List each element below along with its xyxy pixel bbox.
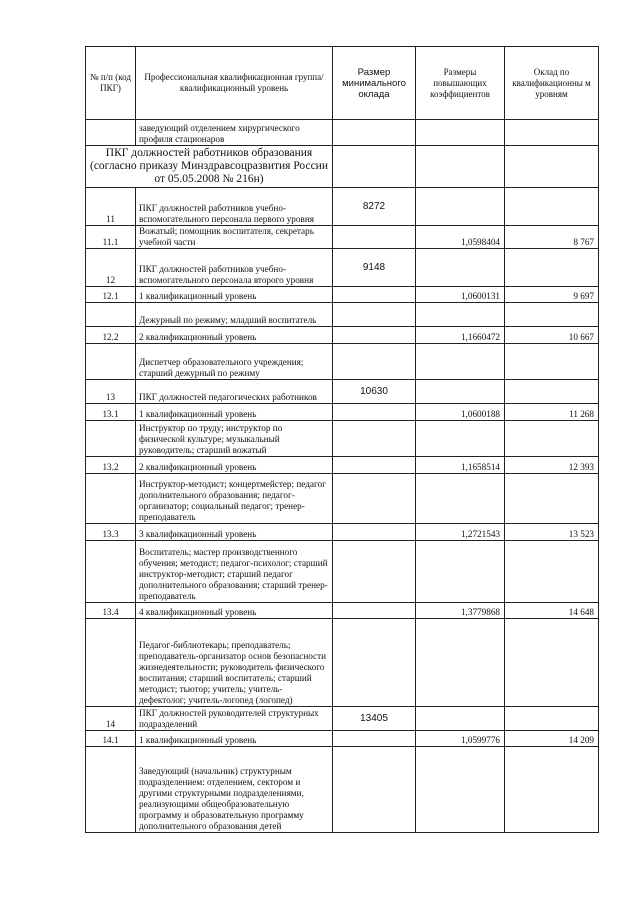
code-cell [86,474,136,524]
group-name-cell: 1 квалификационный уровень [136,287,333,303]
code-cell: 12.2 [86,327,136,344]
level-salary-cell: 14 209 [505,731,599,747]
coefficient-cell: 1,0598404 [416,226,505,249]
level-salary-cell [505,380,599,404]
table-body [86,120,599,833]
coefficient-cell [416,707,505,731]
group-name-cell: ПКГ должностей руководителей структурных подразделений [136,707,333,731]
min-salary-cell: 9148 [333,249,416,287]
coefficient-cell [416,380,505,404]
table-row [86,226,599,249]
coefficient-cell: 1,0599776 [416,731,505,747]
coefficient-cell: 1,1658514 [416,457,505,474]
min-salary-cell [333,541,416,603]
coefficient-cell [416,188,505,226]
min-salary-cell: 8272 [333,188,416,226]
group-name-cell: Инструктор по труду; инструктор по физической культуре; музыкальный руководитель; старший вожатый [136,421,333,457]
code-cell [86,120,136,146]
table-row [86,619,599,707]
group-name-cell: заведующий отделением хирургического профиля стационаров [136,120,333,146]
table-row [86,474,599,524]
code-cell [86,344,136,380]
coefficient-cell [416,474,505,524]
table-row [86,303,599,327]
code-cell: 11 [86,188,136,226]
min-salary-cell [333,327,416,344]
min-salary-cell: 13405 [333,707,416,731]
table-row [86,603,599,619]
group-name-cell: 1 квалификационный уровень [136,731,333,747]
coefficient-cell: 1,0600188 [416,404,505,421]
min-salary-cell [333,287,416,303]
table-row [86,287,599,303]
min-salary-cell [333,226,416,249]
group-name-cell: Вожатый; помощник воспитателя, секретарь учебной части [136,226,333,249]
code-cell: 11.1 [86,226,136,249]
empty-cell [416,146,505,188]
section-title: ПКГ должностей работников образования (согласно приказу Минздравсоцразвития России от 05.05.2008 № 216н) [86,146,333,188]
code-cell: 13.1 [86,404,136,421]
group-name-cell: ПКГ должностей педагогических работников [136,380,333,404]
table-row [86,457,599,474]
coefficient-cell [416,120,505,146]
coefficient-cell: 1,0600131 [416,287,505,303]
level-salary-cell [505,619,599,707]
header-group: Профессиональная квалификационная группа/квалификационный уровень [136,47,333,120]
level-salary-cell [505,421,599,457]
table-row [86,327,599,344]
level-salary-cell: 9 697 [505,287,599,303]
code-cell: 13.2 [86,457,136,474]
level-salary-cell: 11 268 [505,404,599,421]
table-row [86,747,599,833]
code-cell [86,747,136,833]
coefficient-cell: 1,2721543 [416,524,505,541]
code-cell: 12 [86,249,136,287]
table-row [86,707,599,731]
level-salary-cell: 10 667 [505,327,599,344]
group-name-cell: Диспетчер образовательного учреждения; старший дежурный по режиму [136,344,333,380]
code-cell: 14.1 [86,731,136,747]
level-salary-cell: 8 767 [505,226,599,249]
group-name-cell: ПКГ должностей работников учебно-вспомогательного персонала второго уровня [136,249,333,287]
table-row [86,404,599,421]
level-salary-cell [505,344,599,380]
code-cell [86,421,136,457]
group-name-cell: Педагог-библиотекарь; преподаватель; преподаватель-организатор основ безопасности жизнедеятельности; руководитель физического воспитания; старший воспитатель; старший методист; тьютор; учитель; учитель-дефектолог; учитель-логопед (логопед) [136,619,333,707]
min-salary-cell [333,524,416,541]
coefficient-cell [416,747,505,833]
level-salary-cell [505,474,599,524]
min-salary-cell [333,731,416,747]
header-level-salary: Оклад по квалификационны м уровням [505,47,599,120]
level-salary-cell [505,747,599,833]
table-row [86,249,599,287]
level-salary-cell [505,120,599,146]
group-name-cell: Дежурный по режиму; младший воспитатель [136,303,333,327]
level-salary-cell: 14 648 [505,603,599,619]
code-cell: 12.1 [86,287,136,303]
group-name-cell: Воспитатель; мастер производственного обучения; методист; педагог-психолог; старший инструктор-методист; старший педагог дополнительного образования; старший тренер-преподаватель [136,541,333,603]
level-salary-cell [505,249,599,287]
section-row [86,146,599,188]
coefficient-cell [416,249,505,287]
min-salary-cell [333,303,416,327]
level-salary-cell [505,188,599,226]
table-row [86,731,599,747]
table-row [86,120,599,146]
code-cell [86,303,136,327]
coefficient-cell [416,303,505,327]
group-name-cell: 3 квалификационный уровень [136,524,333,541]
min-salary-cell [333,120,416,146]
coefficient-cell [416,344,505,380]
code-cell: 14 [86,707,136,731]
group-name-cell: Инструктор-методист; концертмейстер; педагог дополнительного образования; педагог-организатор; социальный педагог; тренер-преподаватель [136,474,333,524]
min-salary-cell [333,344,416,380]
level-salary-cell: 12 393 [505,457,599,474]
group-name-cell: Заведующий (начальник) структурным подразделением: отделением, сектором и другими структурными подразделениями, реализующими общеобразовательную программу и образовательную программу дополнительного образования детей [136,747,333,833]
group-name-cell: 2 квалификационный уровень [136,327,333,344]
table-row [86,524,599,541]
header-code: № п/п (код ПКГ) [86,47,136,120]
min-salary-cell [333,474,416,524]
table-row [86,541,599,603]
table-row [86,380,599,404]
min-salary-cell: 10630 [333,380,416,404]
min-salary-cell [333,404,416,421]
level-salary-cell: 13 523 [505,524,599,541]
min-salary-cell [333,421,416,457]
coefficient-cell [416,541,505,603]
group-name-cell: 2 квалификационный уровень [136,457,333,474]
code-cell: 13.4 [86,603,136,619]
table-row [86,188,599,226]
min-salary-cell [333,619,416,707]
group-name-cell: 1 квалификационный уровень [136,404,333,421]
min-salary-cell [333,457,416,474]
group-name-cell: ПКГ должностей работников учебно-вспомогательного персонала первого уровня [136,188,333,226]
code-cell: 13.3 [86,524,136,541]
header-row [86,47,599,120]
header-min-salary: Размер минимального оклада [333,47,416,120]
code-cell: 13 [86,380,136,404]
min-salary-cell [333,747,416,833]
table-row [86,421,599,457]
salary-table [85,46,599,833]
empty-cell [505,146,599,188]
code-cell [86,541,136,603]
min-salary-cell [333,603,416,619]
group-name-cell: 4 квалификационный уровень [136,603,333,619]
level-salary-cell [505,541,599,603]
coefficient-cell [416,421,505,457]
coefficient-cell: 1,1660472 [416,327,505,344]
level-salary-cell [505,707,599,731]
empty-cell [333,146,416,188]
level-salary-cell [505,303,599,327]
coefficient-cell [416,619,505,707]
table-row [86,344,599,380]
header-coefficients: Размеры повышающих коэффициентов [416,47,505,120]
code-cell [86,619,136,707]
coefficient-cell: 1,3779868 [416,603,505,619]
